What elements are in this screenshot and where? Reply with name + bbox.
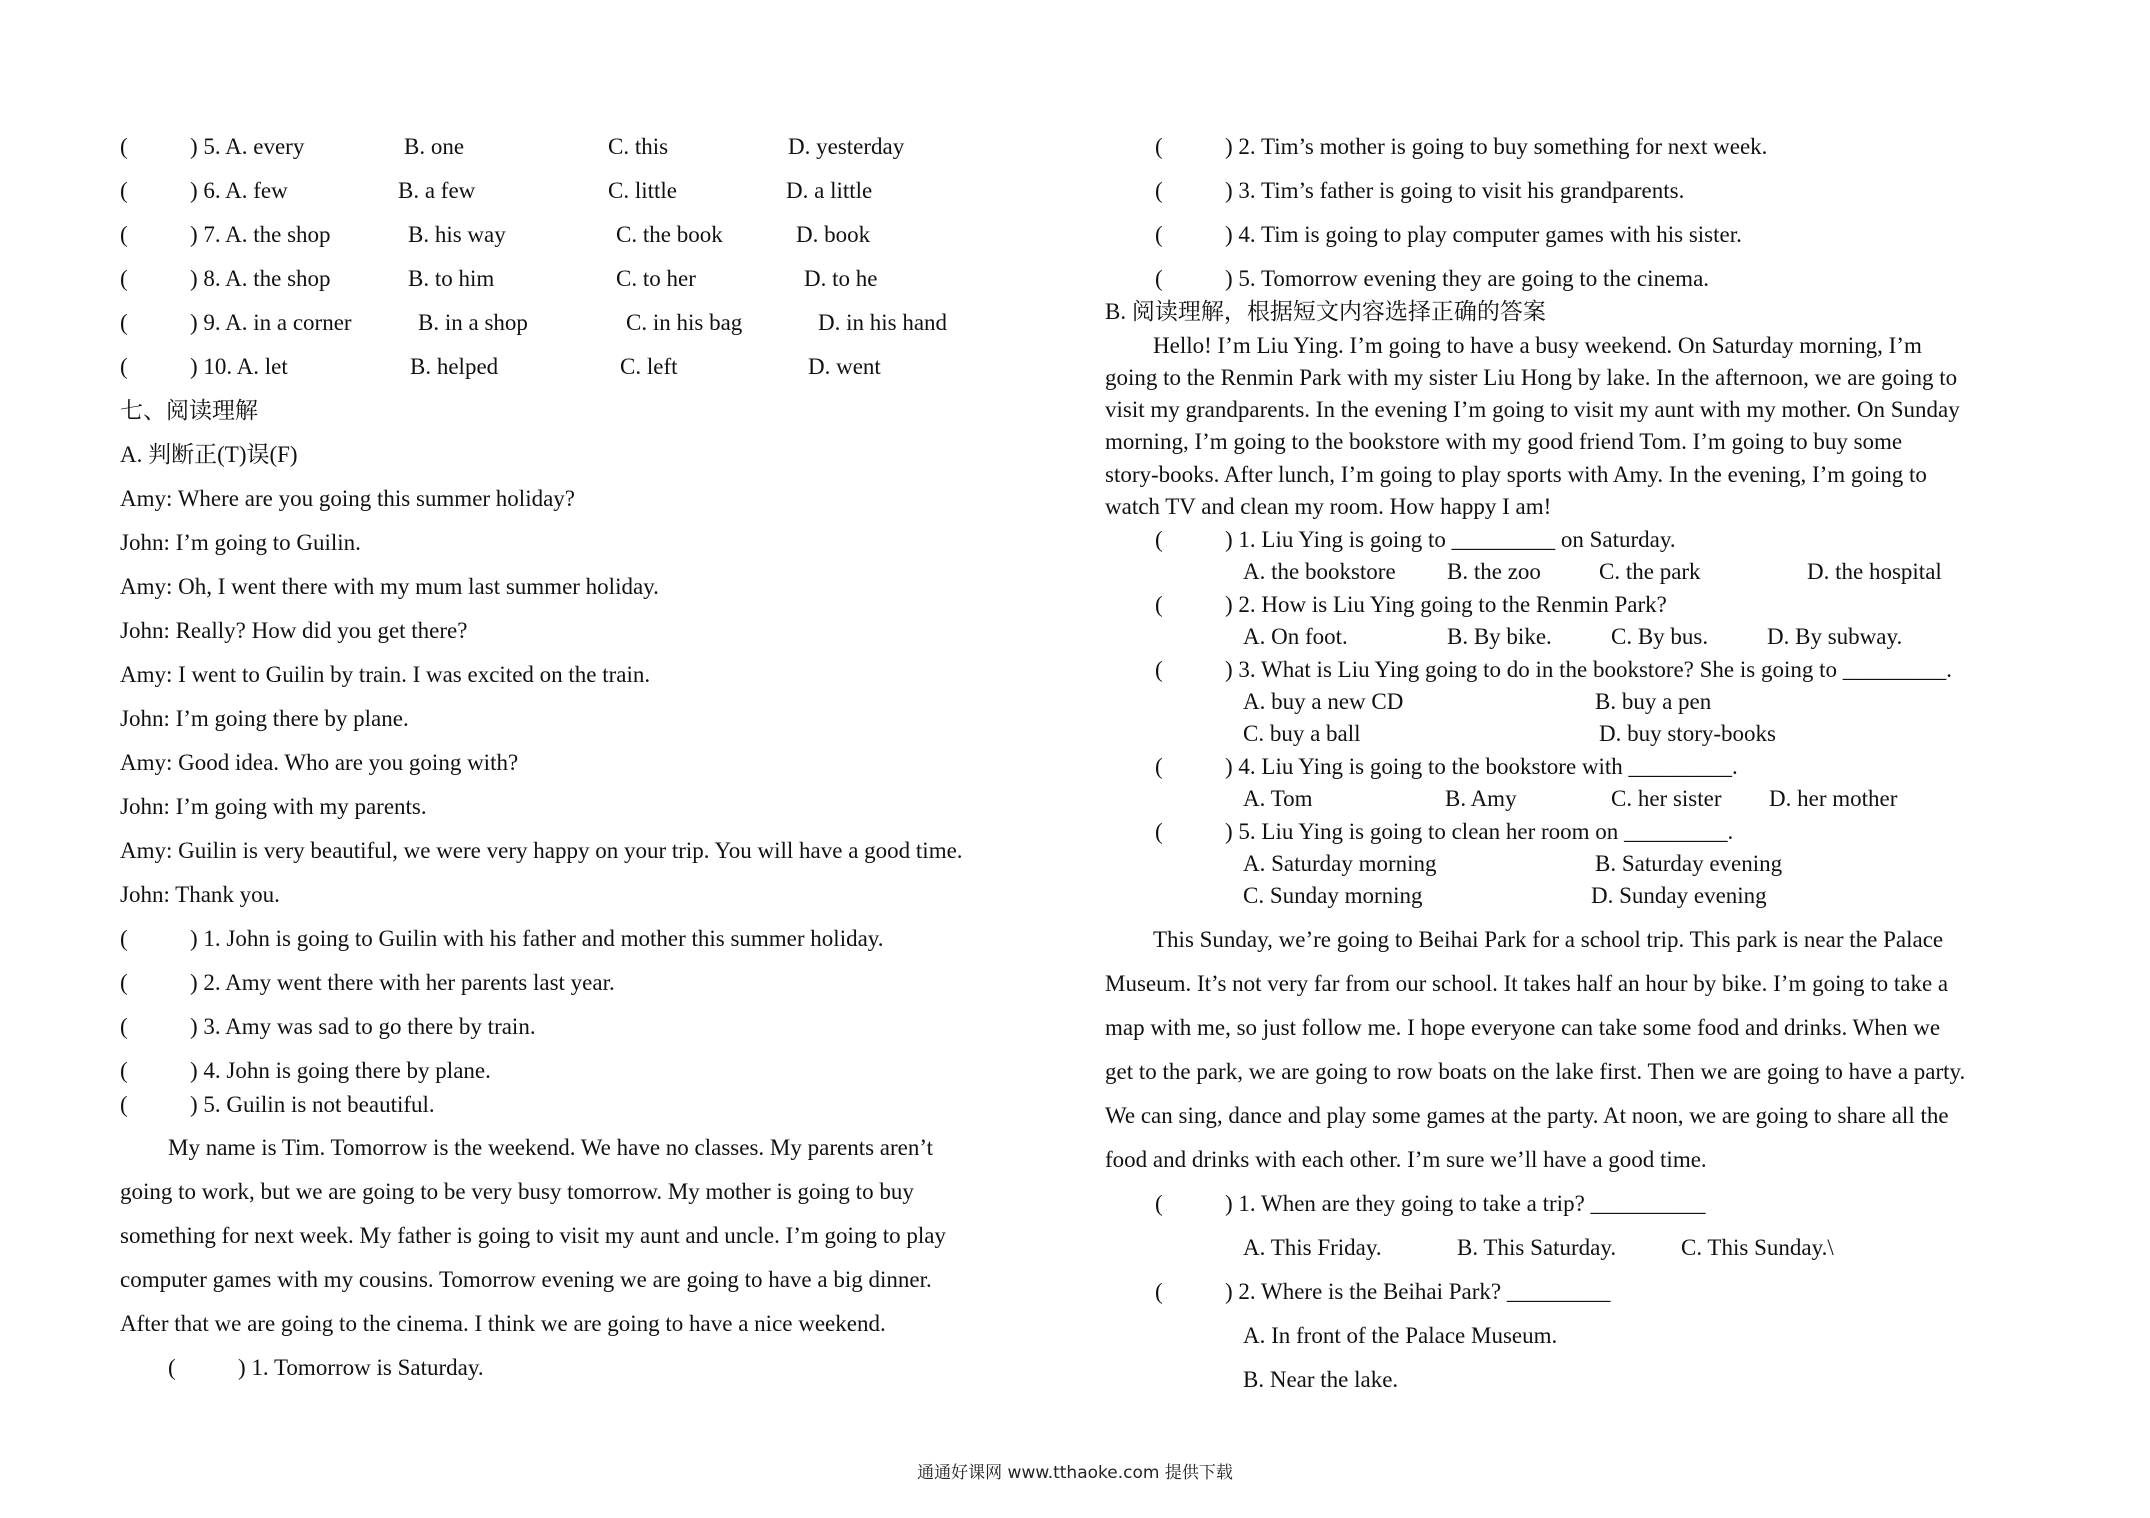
answer-paren: ( (1155, 178, 1163, 203)
mc-option-a: A. buy a new CD (1243, 689, 1404, 714)
passage-line: get to the park, we are going to row boats on the lake first. Then we are going to have a party. (1105, 1059, 1966, 1084)
answer-paren: ( (120, 178, 128, 203)
tf-item (1155, 221, 1742, 249)
mc-option-b: B. one (404, 134, 465, 159)
mc-option-d: D. a little (786, 178, 873, 203)
mc-option-a: A. On foot. (1243, 624, 1348, 649)
tf-question: ) 2. Amy went there with her parents last year. (190, 970, 615, 995)
tf-item (1155, 177, 1685, 205)
passage-line: watch TV and clean my room. How happy I am! (1105, 494, 1552, 519)
mc-question: ) 2. Where is the Beihai Park? _________ (1225, 1279, 1611, 1304)
mc-options (1243, 785, 2043, 813)
answer-paren: ( (120, 926, 128, 951)
mc-option-c: C. her sister (1611, 786, 1722, 811)
mc-item (1155, 753, 1738, 781)
tf-question: ) 5. Tomorrow evening they are going to the cinema. (1225, 266, 1710, 291)
dialogue-line: Amy: Guilin is very beautiful, we were very happy on your trip. You will have a good time. (120, 838, 963, 863)
mc-option-d: D. the hospital (1807, 559, 1942, 584)
tf-item (120, 1057, 491, 1085)
passage-line: story-books. After lunch, I’m going to play sports with Amy. In the evening, I’m going to (1105, 462, 1927, 487)
mc-option-c: C. little (608, 178, 677, 203)
mc-question: ) 5. Liu Ying is going to clean her room on _________. (1225, 819, 1734, 844)
dialogue-line: John: I’m going to Guilin. (120, 530, 361, 555)
mc-option-b: B. This Saturday. (1457, 1235, 1617, 1260)
mc-question: ) 6. A. few (190, 178, 288, 203)
mc-option-b: B. his way (408, 222, 506, 247)
mc-option-c: C. By bus. (1611, 624, 1709, 649)
mc-option-b: B. buy a pen (1595, 689, 1712, 714)
tf-item (1155, 265, 1710, 293)
tf-question: ) 3. Amy was sad to go there by train. (190, 1014, 536, 1039)
passage-line: This Sunday, we’re going to Beihai Park for a school trip. This park is near the Palace (1153, 927, 1944, 952)
mc-option-c: C. buy a ball (1243, 721, 1361, 746)
passage-line: going to work, but we are going to be very busy tomorrow. My mother is going to buy (120, 1179, 914, 1204)
mc-options (1243, 882, 2043, 910)
answer-paren: ( (1155, 592, 1163, 617)
answer-paren: ( (120, 310, 128, 335)
mc-option-b: B. the zoo (1447, 559, 1541, 584)
mc-options (1243, 558, 2043, 586)
passage-line: My name is Tim. Tomorrow is the weekend. We have no classes. My parents aren’t (168, 1135, 933, 1160)
footer-credit: 通通好课网 www.tthaoke.com 提供下载 (917, 1463, 1233, 1483)
mc-options (1243, 720, 2043, 748)
mc-option-d: D. Sunday evening (1591, 883, 1767, 908)
mc-option-d: D. went (808, 354, 881, 379)
mc-item (1155, 1278, 1611, 1306)
mc-item (1155, 656, 1953, 684)
answer-paren: ( (1155, 657, 1163, 682)
dialogue-line: Amy: Where are you going this summer holiday? (120, 486, 576, 511)
mc-option-d: D. in his hand (818, 310, 948, 335)
mc-options (1243, 1234, 2043, 1262)
passage-line: map with me, so just follow me. I hope everyone can take some food and drinks. When we (1105, 1015, 1941, 1040)
mc-question: ) 10. A. let (190, 354, 288, 379)
answer-paren: ( (1155, 819, 1163, 844)
mc-question: ) 9. A. in a corner (190, 310, 352, 335)
tf-item (120, 969, 615, 997)
mc-option-c: C. the book (616, 222, 723, 247)
answer-paren: ( (1155, 527, 1163, 552)
dialogue-line: Amy: I went to Guilin by train. I was excited on the train. (120, 662, 651, 687)
dialogue-line: Amy: Oh, I went there with my mum last summer holiday. (120, 574, 659, 599)
mc-option-c: C. in his bag (626, 310, 743, 335)
passage-line: visit my grandparents. In the evening I’m going to visit my aunt with my mother. On Sunday (1105, 397, 1960, 422)
tf-item (120, 925, 884, 953)
mc-question: ) 2. How is Liu Ying going to the Renmin Park? (1225, 592, 1667, 617)
passage-line: Hello! I’m Liu Ying. I’m going to have a busy weekend. On Saturday morning, I’m (1153, 333, 1922, 358)
tf-question: ) 1. John is going to Guilin with his father and mother this summer holiday. (190, 926, 884, 951)
mc-question: ) 5. A. every (190, 134, 305, 159)
tf-question: ) 4. John is going there by plane. (190, 1058, 491, 1083)
tf-item (120, 1091, 435, 1119)
mc-question: ) 3. What is Liu Ying going to do in the bookstore? She is going to _________. (1225, 657, 1953, 682)
mc-option-a: A. the bookstore (1243, 559, 1396, 584)
answer-paren: ( (1155, 266, 1163, 291)
passage-line: computer games with my cousins. Tomorrow evening we are going to have a big dinner. (120, 1267, 932, 1292)
section-title: 七、阅读理解 (120, 398, 258, 423)
mc-option-d: D. her mother (1769, 786, 1898, 811)
mc-option-c: C. left (620, 354, 678, 379)
answer-paren: ( (120, 354, 128, 379)
tf-item (120, 1013, 536, 1041)
mc-option-c: C. this (608, 134, 669, 159)
dialogue-line: John: I’m going there by plane. (120, 706, 409, 731)
mc-option-d: D. By subway. (1767, 624, 1903, 649)
answer-paren: ( (168, 1355, 176, 1380)
mc-option-c: C. the park (1599, 559, 1701, 584)
mc-option-b: B. Near the lake. (1243, 1367, 1399, 1392)
dialogue-line: Amy: Good idea. Who are you going with? (120, 750, 519, 775)
passage-line: going to the Renmin Park with my sister Liu Hong by lake. In the afternoon, we are going to (1105, 365, 1958, 390)
mc-question: ) 8. A. the shop (190, 266, 331, 291)
answer-paren: ( (120, 1092, 128, 1117)
dialogue-line: John: I’m going with my parents. (120, 794, 427, 819)
answer-paren: ( (1155, 1191, 1163, 1216)
mc-option-b: B. a few (398, 178, 476, 203)
passage-line: After that we are going to the cinema. I think we are going to have a nice weekend. (120, 1311, 886, 1336)
mc-option-d: D. buy story-books (1599, 721, 1776, 746)
mc-option-a: A. Tom (1243, 786, 1313, 811)
answer-paren: ( (1155, 754, 1163, 779)
tf-question: ) 2. Tim’s mother is going to buy something for next week. (1225, 134, 1768, 159)
mc-option-c: C. This Sunday.\ (1681, 1235, 1834, 1260)
mc-options (1243, 623, 2043, 651)
mc-option-b: B. in a shop (418, 310, 528, 335)
mc-option-b: B. helped (410, 354, 499, 379)
passage-line: Museum. It’s not very far from our school. It takes half an hour by bike. I’m going to take a (1105, 971, 1949, 996)
mc-item (1155, 1190, 1706, 1218)
mc-option-d: D. to he (804, 266, 878, 291)
mc-option-a: A. In front of the Palace Museum. (1243, 1323, 1558, 1348)
part-a-title: A. 判断正(T)误(F) (120, 442, 298, 467)
mc-item (1155, 818, 1734, 846)
tf-item (1155, 133, 1768, 161)
part-b-title: B. 阅读理解，根据短文内容选择正确的答案 (1105, 299, 1546, 324)
tf-question: ) 5. Guilin is not beautiful. (190, 1092, 435, 1117)
mc-question: ) 7. A. the shop (190, 222, 331, 247)
answer-paren: ( (1155, 134, 1163, 159)
passage-line: something for next week. My father is going to visit my aunt and uncle. I’m going to play (120, 1223, 946, 1248)
passage-line: morning, I’m going to the bookstore with my good friend Tom. I’m going to buy some (1105, 429, 1903, 454)
mc-options (1243, 850, 2043, 878)
tf-question: ) 4. Tim is going to play computer games with his sister. (1225, 222, 1742, 247)
answer-paren: ( (120, 1058, 128, 1083)
answer-paren: ( (120, 970, 128, 995)
answer-paren: ( (1155, 222, 1163, 247)
passage-line: We can sing, dance and play some games at the party. At noon, we are going to share all the (1105, 1103, 1949, 1128)
answer-paren: ( (120, 266, 128, 291)
answer-paren: ( (120, 1014, 128, 1039)
mc-option-d: D. yesterday (788, 134, 905, 159)
mc-option-b: B. to him (408, 266, 495, 291)
mc-option-d: D. book (796, 222, 871, 247)
mc-option-b: B. By bike. (1447, 624, 1552, 649)
tf-question: ) 3. Tim’s father is going to visit his grandparents. (1225, 178, 1685, 203)
mc-option-c: C. Sunday morning (1243, 883, 1423, 908)
mc-option-a: A. Saturday morning (1243, 851, 1437, 876)
answer-paren: ( (120, 134, 128, 159)
passage-line: food and drinks with each other. I’m sure we’ll have a good time. (1105, 1147, 1707, 1172)
dialogue-line: John: Thank you. (120, 882, 280, 907)
mc-option-b: B. Amy (1445, 786, 1517, 811)
tf-question: ) 1. Tomorrow is Saturday. (238, 1355, 484, 1380)
answer-paren: ( (1155, 1279, 1163, 1304)
mc-item (1155, 591, 1667, 619)
mc-option-c: C. to her (616, 266, 696, 291)
mc-option-b: B. Saturday evening (1595, 851, 1783, 876)
dialogue-line: John: Really? How did you get there? (120, 618, 468, 643)
mc-item (1155, 526, 1676, 554)
mc-option-a: A. This Friday. (1243, 1235, 1382, 1260)
mc-question: ) 4. Liu Ying is going to the bookstore with _________. (1225, 754, 1738, 779)
mc-question: ) 1. When are they going to take a trip? __________ (1225, 1191, 1706, 1216)
answer-paren: ( (120, 222, 128, 247)
tf-item (168, 1354, 484, 1382)
mc-options (1243, 688, 2043, 716)
mc-question: ) 1. Liu Ying is going to _________ on Saturday. (1225, 527, 1676, 552)
